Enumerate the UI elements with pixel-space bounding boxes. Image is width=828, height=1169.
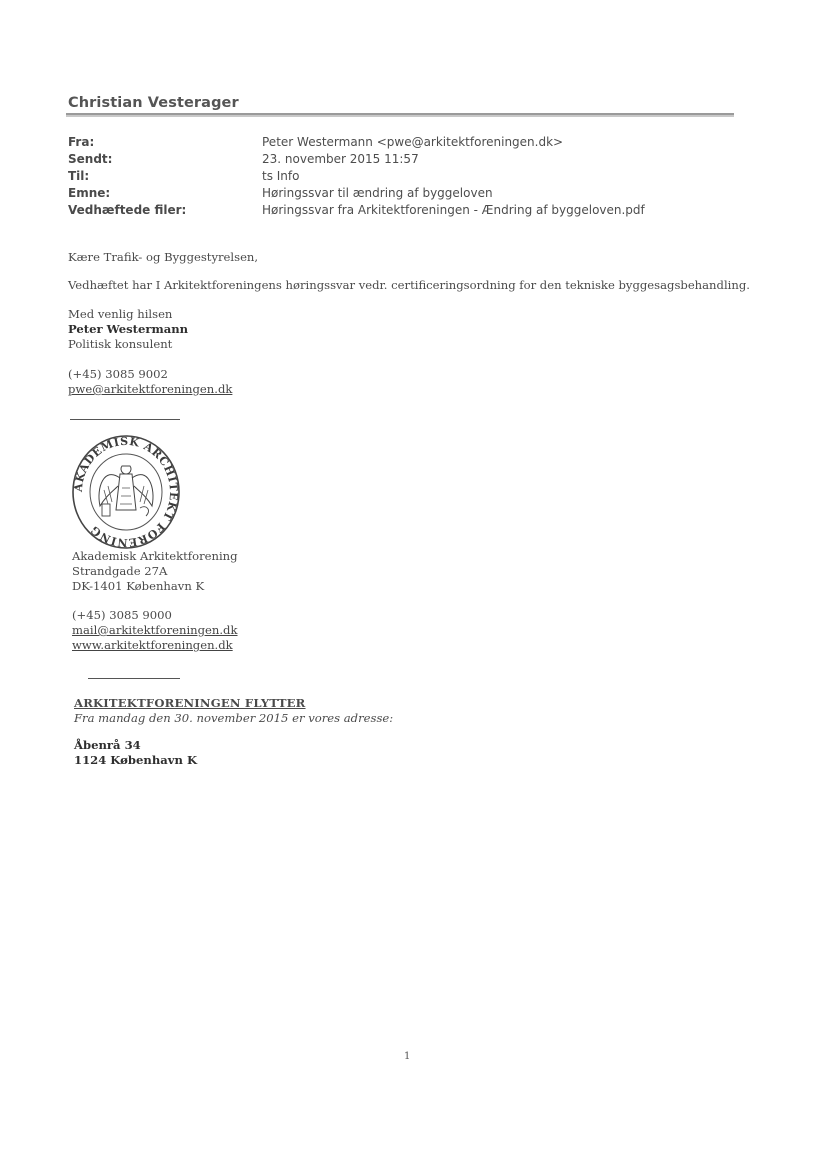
organization-city: DK-1401 København K [72,579,205,593]
page-number: 1 [404,1051,411,1062]
notice-heading: ARKITEKTFORENINGEN FLYTTER [74,696,306,710]
notice-divider [88,678,180,679]
meta-label: Emne: [68,185,111,200]
meta-row-subject [68,184,748,201]
meta-row-sent [68,150,748,167]
meta-label: Sendt: [68,151,113,166]
sender-name: Christian Vesterager [68,95,239,111]
meta-label: Fra: [68,134,95,149]
organization-address [72,549,238,653]
closing-text: Med venlig hilsen [68,307,173,321]
meta-row-from [68,133,748,150]
organization-name: Akademisk Arkitektforening [72,549,238,563]
attachment-filename[interactable]: Høringssvar fra Arkitektforeningen - Ændring af byggeloven.pdf [262,202,645,217]
moving-notice [74,696,393,768]
signer-name: Peter Westermann [68,322,189,336]
meta-label: Til: [68,168,90,183]
email-meta-table [68,133,748,218]
signer-title: Politisk konsulent [68,337,173,351]
meta-value: 23. november 2015 11:57 [262,151,419,166]
organization-seal-logo [70,435,182,550]
body-paragraph-text: Vedhæftet har I Arkitektforeningens høringssvar vedr. certificeringsordning for den tekniske byggesagsbehandling. [68,278,750,292]
email-body-greeting [68,250,258,265]
greeting-text: Kære Trafik- og Byggestyrelsen, [68,250,259,264]
meta-value: Høringssvar til ændring af byggeloven [262,185,493,200]
organization-phone: (+45) 3085 9000 [72,608,172,622]
meta-row-to [68,167,748,184]
signer-email-link[interactable]: pwe@arkitektforeningen.dk [68,382,233,396]
signature-divider [70,419,180,420]
meta-value: ts Info [262,168,300,183]
meta-row-attachments [68,201,748,218]
new-street: Åbenrå 34 [74,738,141,752]
signature-block [68,307,232,397]
notice-subheading: Fra mandag den 30. november 2015 er vores adresse: [74,711,394,725]
new-city: 1124 København K [74,753,198,767]
header-divider [66,113,734,117]
signer-phone: (+45) 3085 9002 [68,367,168,381]
organization-website-link[interactable]: www.arkitektforeningen.dk [72,638,233,652]
meta-label: Vedhæftede filer: [68,202,187,217]
email-body-paragraph [68,278,750,293]
seal-lettering: AKADEMISK ARCHITEKT FORENING [71,435,181,550]
meta-value: Peter Westermann <pwe@arkitektforeningen.dk> [262,134,564,149]
organization-street: Strandgade 27A [72,564,168,578]
organization-email-link[interactable]: mail@arkitektforeningen.dk [72,623,238,637]
